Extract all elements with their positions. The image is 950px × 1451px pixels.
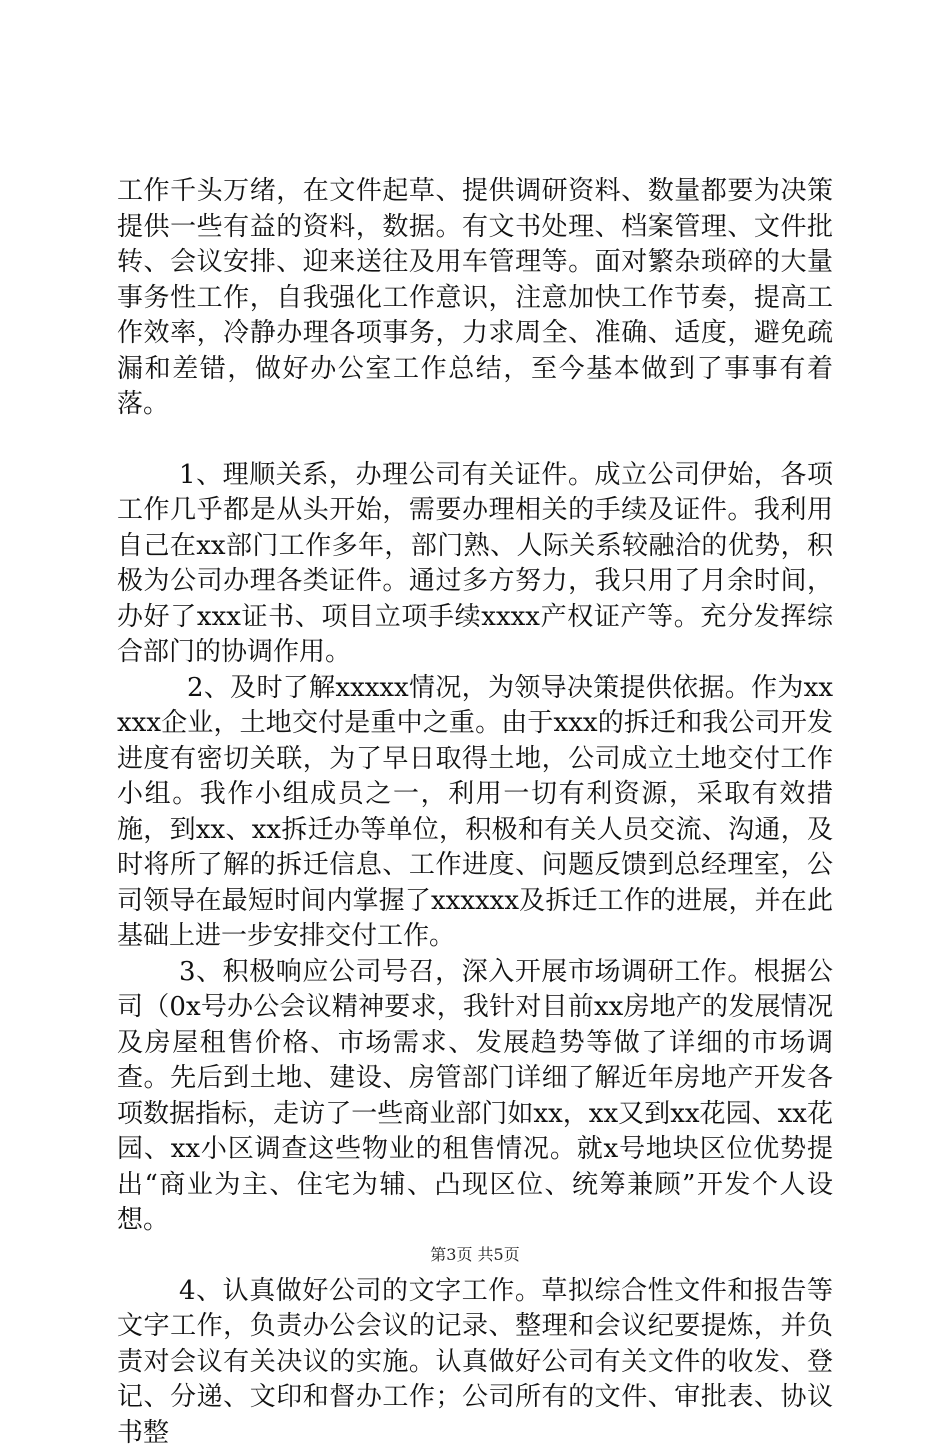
paragraph-item-2: 2、及时了解xxxxx情况，为领导决策提供依据。作为xxxxx企业，土地交付是重中之重。由于xxx的拆迁和我公司开发进度有密切关联，为了早日取得土地，公司成立土地交付工作小组。我作小组成员之一，利用一切有利资源，采取有效措施，到xx、xx拆迁办等单位，积极和有关人员交流、沟通，及时将所了解的拆迁信息、工作进度、问题反馈到总经理室，公司领导在最短时间内掌握了xxxxxx及拆迁工作的进展，并在此基础上进一步安排交付工作。	[117, 671, 833, 955]
paragraph-intro: 工作千头万绪，在文件起草、提供调研资料、数量都要为决策提供一些有益的资料，数据。有文书处理、档案管理、文件批转、会议安排、迎来送往及用车管理等。面对繁杂琐碎的大量事务性工作，自我强化工作意识，注意加快工作节奏，提高工作效率，冷静办理各项事务，力求周全、准确、适度，避免疏漏和差错，做好办公室工作总结，至今基本做到了事事有着落。	[117, 174, 833, 423]
page-number: 第3页 共5页	[0, 1245, 950, 1265]
paragraph-item-4: 4、认真做好公司的文字工作。草拟综合性文件和报告等文字工作，负责办公会议的记录、整理和会议纪要提炼，并负责对会议有关决议的实施。认真做好公司有关文件的收发、登记、分递、文印和督办工作；公司所有的文件、审批表、协议书整	[117, 1274, 833, 1451]
paragraph-item-1: 1、理顺关系，办理公司有关证件。成立公司伊始，各项工作几乎都是从头开始，需要办理相关的手续及证件。我利用自己在xx部门工作多年，部门熟、人际关系较融洽的优势，积极为公司办理各类证件。通过多方努力，我只用了月余时间，办好了xxx证书、项目立项手续xxxx产权证产等。充分发挥综合部门的协调作用。	[117, 458, 833, 671]
paragraph-gap	[117, 423, 833, 458]
paragraph-item-3: 3、积极响应公司号召，深入开展市场调研工作。根据公司（0x号办公会议精神要求，我针对目前xx房地产的发展情况及房屋租售价格、市场需求、发展趋势等做了详细的市场调查。先后到土地、建设、房管部门详细了解近年房地产开发各项数据指标，走访了一些商业部门如xx，xx又到xx花园、xx花园、xx小区调查这些物业的租售情况。就x号地块区位优势提出“商业为主、住宅为辅、凸现区位、统筹兼顾”开发个人设想。	[117, 955, 833, 1239]
